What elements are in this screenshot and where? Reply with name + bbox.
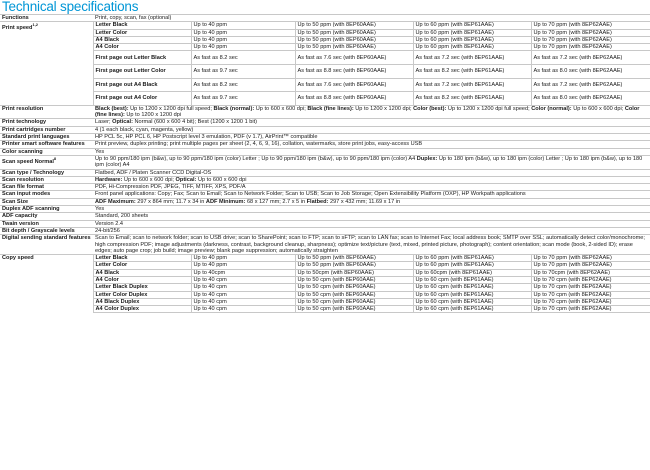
spec-row (0, 284, 650, 291)
spec-value-part: Black (best): (95, 105, 131, 112)
spec-value (93, 105, 650, 119)
spec-value-part: Color (best): (413, 105, 448, 112)
spec-label (0, 15, 93, 22)
spec-cell: Up to 70 cpm (with 8EP62AAE) (531, 298, 650, 305)
spec-cell: Up to 50 ppm (with 8EP60AAE) (295, 262, 413, 269)
spec-value-part: Scan to Email; scan to network folder; scan to USB drive; scan to SharePoint; scan to FTP; scan to sFTP; scan to LAN fax; scan to Internet Fax; local address book; SMTP over SSL; automatically detect color/monochrome; high compression PDF; image adjustments (darkness, contrast, background cleanup, sharpness); optimize text/picture (text, mixed, printed picture, photograph); content orientation; scan mode (book, 2-sided ID); erase edges; auto page crop; job build; image preview; blank page suppression; automatically straighten (95, 235, 645, 254)
spec-cell: As fast as 8.8 sec (with 8EP60AAE) (295, 65, 413, 79)
spec-value-part: Version 2.4 (95, 220, 123, 227)
spec-value-part: HP PCL 5c, HP PCL 6, HP Postscript level 3 emulation, PDF (v 1.7), AirPrint™ compatible (95, 134, 318, 141)
spec-label-text: Scan Size (2, 198, 29, 205)
spec-cell: As fast as 7.2 sec (with 8EP61AAE) (413, 51, 531, 65)
spec-value-part: ADF Maximum: (95, 198, 138, 205)
spec-label-text: Digital sending standard features (2, 235, 91, 242)
spec-table (0, 14, 650, 313)
spec-cell: Up to 60 cpm (with 8EP61AAE) (413, 276, 531, 283)
spec-row (0, 169, 650, 176)
spec-value-part: 4 (1 each black, cyan, magenta, yellow) (95, 126, 194, 133)
spec-cell: Up to 70 ppm (with 8EP62AAE) (531, 29, 650, 36)
spec-value-part: Duplex: (416, 155, 439, 162)
spec-value-part: Up to 600 x 600 dpi (197, 176, 247, 183)
spec-label (0, 255, 93, 313)
spec-label-text: Duplex ADF scanning (2, 206, 60, 213)
spec-cell: As fast as 8.0 sec (with 8EP62AAE) (531, 65, 650, 79)
spec-label (0, 22, 93, 106)
spec-label (0, 148, 93, 155)
spec-row (0, 65, 650, 79)
spec-value-part: Up to 180 ipm (b&w), up to 180 ipm (color) Letter ; Up to 180 ipm (b&w), up to 180 ipm (color) A4 (95, 155, 643, 169)
spec-row (0, 298, 650, 305)
section-title: Technical specifications (2, 0, 139, 14)
spec-cell: Up to 40 cpm (191, 284, 295, 291)
spec-row (0, 119, 650, 126)
spec-value-part: Optical: (112, 119, 135, 126)
spec-label (0, 134, 93, 141)
spec-label-text: ADF capacity (2, 213, 38, 220)
spec-value-part: Black (fine lines): (307, 105, 356, 112)
spec-row (0, 51, 650, 65)
spec-cell: Up to 50 cpm (with 8EP60AAE) (295, 291, 413, 298)
spec-value (93, 227, 650, 234)
spec-value (93, 184, 650, 191)
spec-cell: Up to 50 cpm (with 8EP60AAE) (295, 298, 413, 305)
spec-label-text: Print resolution (2, 105, 44, 112)
spec-cell: Up to 50 ppm (with 8EP60AAE) (295, 255, 413, 262)
spec-row (0, 134, 650, 141)
spec-label (0, 155, 93, 169)
spec-value-part: Laser; (95, 119, 113, 126)
spec-label-text: Bit depth / Grayscale levels (2, 227, 75, 234)
spec-sublabel: Letter Color Duplex (93, 291, 191, 298)
spec-label-text: Print technology (2, 119, 47, 126)
spec-label (0, 169, 93, 176)
spec-sublabel: A4 Color (93, 44, 191, 51)
spec-row (0, 269, 650, 276)
spec-sublabel: A4 Color Duplex (93, 306, 191, 313)
spec-row (0, 78, 650, 92)
spec-cell: Up to 60 ppm (with 8EP61AAE) (413, 36, 531, 43)
spec-label-text: Standard print languages (2, 134, 70, 141)
spec-value (93, 155, 650, 169)
spec-value-part: Up to 600 x 600 dpi; (573, 105, 625, 112)
spec-value (93, 220, 650, 227)
spec-value-part: Standard, 200 sheets (95, 213, 149, 220)
spec-value-part: Optical: (175, 176, 198, 183)
spec-cell: Up to 50cpm (with 8EP60AAE) (295, 269, 413, 276)
spec-cell: As fast as 7.6 sec (with 8EP60AAE) (295, 78, 413, 92)
spec-label (0, 198, 93, 205)
spec-cell: Up to 50 cpm (with 8EP60AAE) (295, 306, 413, 313)
spec-value-part: Up to 600 x 600 dpi; (123, 176, 176, 183)
spec-row (0, 191, 650, 198)
spec-label-text: Printer smart software features (2, 141, 85, 148)
spec-value (93, 169, 650, 176)
spec-row (0, 227, 650, 234)
spec-row (0, 184, 650, 191)
spec-cell: Up to 50 ppm (with 8EP60AAE) (295, 36, 413, 43)
spec-cell: As fast as 8.0 sec (with 8EP62AAE) (531, 92, 650, 106)
spec-cell: As fast as 7.2 sec (with 8EP62AAE) (531, 78, 650, 92)
spec-value-part: 24-bit/256 (95, 227, 120, 234)
spec-row (0, 126, 650, 133)
spec-cell: As fast as 7.2 sec (with 8EP61AAE) (413, 78, 531, 92)
spec-value: Print, copy, scan, fax (optional) (93, 15, 650, 22)
spec-cell: As fast as 9.7 sec (191, 65, 295, 79)
spec-value-part: 68 x 127 mm; 2.7 x 5 in (246, 198, 307, 205)
spec-cell: Up to 40 cpm (191, 276, 295, 283)
spec-row (0, 44, 650, 51)
spec-value-part: Color (fine lines): (95, 105, 640, 119)
spec-cell: Up to 50 ppm (with 8EP60AAE) (295, 29, 413, 36)
spec-cell: Up to 60 ppm (with 8EP61AAE) (413, 262, 531, 269)
spec-row (0, 148, 650, 155)
spec-sublabel: A4 Color (93, 276, 191, 283)
spec-label-text: Twain version (2, 220, 39, 227)
spec-sublabel: First page out A4 Color (93, 92, 191, 106)
spec-cell: Up to 60 ppm (with 8EP61AAE) (413, 22, 531, 29)
spec-cell: As fast as 7.2 sec (with 8EP62AAE) (531, 51, 650, 65)
spec-cell: As fast as 8.2 sec (191, 51, 295, 65)
spec-row (0, 36, 650, 43)
spec-value-part: Up to 1200 x 1200 dpi full speed; (130, 105, 214, 112)
spec-row (0, 276, 650, 283)
spec-label-text: Scan type / Technology (2, 169, 65, 176)
spec-label-text: Print speed (2, 25, 33, 32)
spec-row (0, 255, 650, 262)
spec-row (0, 235, 650, 255)
spec-cell: Up to 40 ppm (191, 22, 295, 29)
spec-label (0, 227, 93, 234)
spec-row (0, 213, 650, 220)
spec-cell: Up to 50 ppm (with 8EP60AAE) (295, 22, 413, 29)
spec-cell: Up to 60 cpm (with 8EP61AAE) (413, 298, 531, 305)
spec-cell: Up to 60 cpm (with 8EP61AAE) (413, 291, 531, 298)
spec-value (93, 213, 650, 220)
spec-cell: As fast as 8.2 sec (with 8EP61AAE) (413, 92, 531, 106)
spec-value (93, 148, 650, 155)
spec-value (93, 198, 650, 205)
spec-cell: Up to 40 cpm (191, 306, 295, 313)
spec-cell: Up to 60 cpm (with 8EP61AAE) (413, 306, 531, 313)
spec-value (93, 191, 650, 198)
spec-row (0, 15, 650, 22)
spec-cell: Up to 60 ppm (with 8EP61AAE) (413, 255, 531, 262)
footnote-ref: 1,2 (32, 22, 39, 28)
spec-label-text: Copy speed (2, 255, 34, 262)
spec-label (0, 220, 93, 227)
spec-cell: Up to 70 cpm (with 8EP62AAE) (531, 284, 650, 291)
spec-value (93, 235, 650, 255)
spec-cell: Up to 60cpm (with 8EP61AAE) (413, 269, 531, 276)
spec-value-part: Flatbed: (306, 198, 330, 205)
spec-cell: As fast as 9.7 sec (191, 92, 295, 106)
spec-cell: Up to 70 cpm (with 8EP62AAE) (531, 306, 650, 313)
spec-cell: Up to 70 ppm (with 8EP62AAE) (531, 36, 650, 43)
spec-sublabel: First page out A4 Black (93, 78, 191, 92)
spec-cell: Up to 40 ppm (191, 29, 295, 36)
spec-row (0, 176, 650, 183)
spec-sublabel: Letter Color (93, 262, 191, 269)
spec-value-part: 297 x 864 mm; 11.7 x 34 in (137, 198, 206, 205)
spec-value-part: Up to 1200 x 1200 dpi (126, 112, 182, 119)
spec-label-text: Functions (2, 15, 29, 21)
spec-label (0, 126, 93, 133)
spec-cell: Up to 50 cpm (with 8EP60AAE) (295, 276, 413, 283)
spec-value-part: ADF Minimum: (205, 198, 247, 205)
spec-label-text: Color scanning (2, 148, 43, 155)
spec-row (0, 155, 650, 169)
spec-cell: Up to 70cpm (with 8EP62AAE) (531, 269, 650, 276)
spec-value-part: Front panel applications: Copy; Fax; Scan to Email; Scan to Network Folder; Scan to USB; Scan to Job Storage; Open Extensibility Platform (OXP), HP Workpath applications (95, 191, 526, 198)
spec-sublabel: Letter Black Duplex (93, 284, 191, 291)
spec-value-part: Black (normal): (213, 105, 256, 112)
spec-label (0, 235, 93, 255)
spec-value-part: Normal (600 x 600 4 bit); Best (1200 x 1200 1 bit) (134, 119, 258, 126)
spec-cell: Up to 70 cpm (with 8EP62AAE) (531, 276, 650, 283)
spec-sublabel: A4 Black Duplex (93, 298, 191, 305)
spec-value (93, 176, 650, 183)
spec-cell: Up to 40 ppm (191, 262, 295, 269)
spec-value (93, 134, 650, 141)
spec-value-part: Yes (95, 148, 105, 155)
spec-row (0, 206, 650, 213)
spec-value-part: Yes (95, 206, 105, 213)
spec-label (0, 213, 93, 220)
spec-value-part: Flatbed, ADF / Platen Scanner CCD Digital-OS (95, 169, 212, 176)
spec-cell: Up to 40 cpm (191, 298, 295, 305)
spec-row (0, 220, 650, 227)
spec-cell: Up to 60 ppm (with 8EP61AAE) (413, 44, 531, 51)
spec-label-text: Scan input modes (2, 191, 51, 198)
spec-cell: Up to 40 ppm (191, 255, 295, 262)
spec-value-part: Up to 1200 x 1200 dpi full speed; (447, 105, 532, 112)
spec-label-text: Scan file format (2, 184, 44, 191)
spec-sublabel: First page out Letter Color (93, 65, 191, 79)
spec-cell: Up to 70 cpm (with 8EP62AAE) (531, 291, 650, 298)
spec-sublabel: A4 Black (93, 36, 191, 43)
spec-sublabel: Letter Color (93, 29, 191, 36)
spec-value (93, 126, 650, 133)
spec-cell: Up to 50 cpm (with 8EP60AAE) (295, 284, 413, 291)
spec-cell: Up to 40 ppm (191, 44, 295, 51)
spec-cell: Up to 70 ppm (with 8EP62AAE) (531, 44, 650, 51)
footnote-ref: 8 (53, 155, 57, 161)
spec-row (0, 291, 650, 298)
spec-row (0, 29, 650, 36)
spec-row (0, 262, 650, 269)
spec-label-text: Scan resolution (2, 176, 44, 183)
spec-value (93, 119, 650, 126)
spec-sublabel: Letter Black (93, 255, 191, 262)
spec-label-text: Print cartridges number (2, 126, 66, 133)
spec-cell: As fast as 8.8 sec (with 8EP60AAE) (295, 92, 413, 106)
spec-cell: Up to 70 ppm (with 8EP62AAE) (531, 255, 650, 262)
spec-label (0, 206, 93, 213)
spec-row (0, 105, 650, 119)
spec-label (0, 119, 93, 126)
spec-cell: Up to 70 ppm (with 8EP62AAE) (531, 262, 650, 269)
spec-cell: As fast as 8.2 sec (with 8EP61AAE) (413, 65, 531, 79)
spec-cell: Up to 40 cpm (191, 291, 295, 298)
spec-value-part: Up to 600 x 600 dpi; (255, 105, 308, 112)
spec-value-part: Up to 90 ppm/180 ipm (b&w), up to 90 ppm/180 ipm (color) Letter ; Up to 90 ppm/180 ipm (b&w), up to 90 ppm/180 ipm (color) A4 (95, 155, 417, 162)
spec-row (0, 141, 650, 148)
spec-value-part: Up to 1200 x 1200 dpi; (355, 105, 414, 112)
spec-value-part: Hardware: (95, 176, 124, 183)
spec-value-part: PDF, Hi-Compression PDF, JPEG, TIFF, MTIFF, XPS, PDF/A (95, 184, 246, 191)
spec-label (0, 105, 93, 119)
spec-value (93, 206, 650, 213)
spec-cell: Up to 70 ppm (with 8EP62AAE) (531, 22, 650, 29)
spec-row (0, 92, 650, 106)
spec-cell: Up to 40 ppm (191, 36, 295, 43)
spec-label (0, 141, 93, 148)
spec-cell: As fast as 7.6 sec (with 8EP60AAE) (295, 51, 413, 65)
spec-sublabel: Letter Black (93, 22, 191, 29)
spec-cell: Up to 50 ppm (with 8EP60AAE) (295, 44, 413, 51)
spec-row (0, 22, 650, 29)
spec-sublabel: First page out Letter Black (93, 51, 191, 65)
spec-row (0, 198, 650, 205)
spec-value-part: Print preview, duplex printing; print multiple pages per sheet (2, 4, 6, 9, 16), collation, watermarks, store print jobs, easy-access USB (95, 141, 423, 148)
spec-label (0, 176, 93, 183)
spec-value-part: Color (normal): (531, 105, 574, 112)
spec-cell: As fast as 8.2 sec (191, 78, 295, 92)
spec-cell: Up to 60 ppm (with 8EP61AAE) (413, 29, 531, 36)
spec-value-part: 297 x 432 mm; 11.69 x 17 in (329, 198, 401, 205)
spec-label (0, 184, 93, 191)
spec-row (0, 306, 650, 313)
spec-cell: Up to 60 cpm (with 8EP61AAE) (413, 284, 531, 291)
spec-sublabel: A4 Black (93, 269, 191, 276)
spec-label (0, 191, 93, 198)
spec-label-text: Scan speed Normal (2, 158, 54, 165)
spec-value (93, 141, 650, 148)
spec-cell: Up to 40cpm (191, 269, 295, 276)
